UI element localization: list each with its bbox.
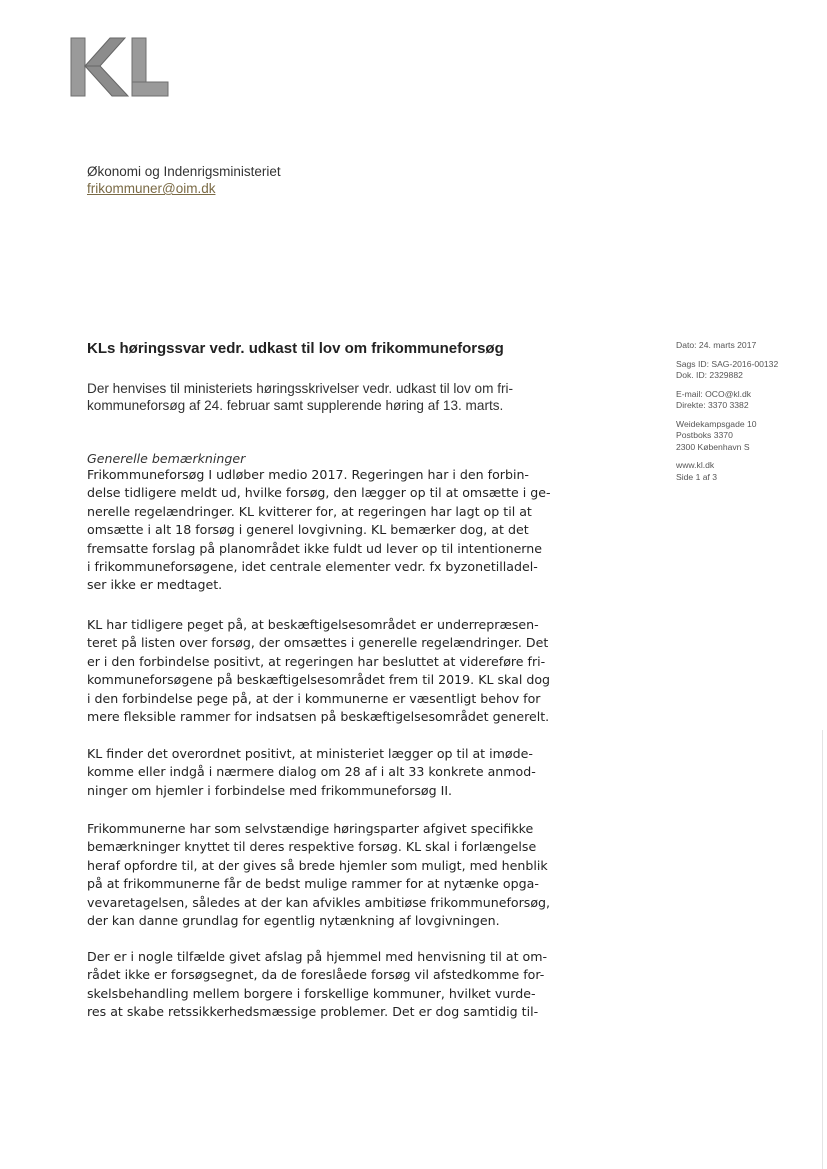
kl-logo-mark bbox=[70, 36, 170, 98]
sidebar-direkte: Direkte: 3370 3382 bbox=[676, 400, 749, 410]
text-line: KL finder det overordnet positivt, at ministeriet lægger op til at imøde- bbox=[87, 746, 533, 761]
intro-paragraph bbox=[87, 380, 557, 414]
sidebar-address-street: Weidekampsgade 10 bbox=[676, 418, 757, 429]
recipient-block bbox=[87, 163, 281, 197]
text-line: KL har tidligere peget på, at beskæftigelsesområdet er underrepræsen- bbox=[87, 617, 539, 632]
text-line: teret på listen over forsøg, der omsættes i generelle regelændringer. Det bbox=[87, 635, 549, 651]
intro-line: kommuneforsøg af 24. februar samt supplerende høring af 13. marts. bbox=[87, 398, 504, 413]
intro-line: Der henvises til ministeriets høringsskrivelser vedr. udkast til lov om fri- bbox=[87, 381, 514, 396]
recipient-email-link[interactable]: frikommuner@oim.dk bbox=[87, 181, 216, 196]
body-paragraph-1 bbox=[87, 466, 557, 595]
sidebar-dok-id: Dok. ID: 2329882 bbox=[676, 370, 743, 380]
sidebar-address-box: Postboks 3370 bbox=[676, 430, 733, 440]
sidebar-address-city: 2300 København S bbox=[676, 441, 750, 452]
sidebar-website[interactable]: www.kl.dk bbox=[676, 460, 715, 470]
recipient-name: Økonomi og Indenrigsministeriet bbox=[87, 164, 281, 179]
text-line: nerelle regelændringer. KL kvitterer for, at regeringen har lagt op til at bbox=[87, 503, 532, 519]
sidebar-email[interactable]: E-mail: OCO@kl.dk bbox=[676, 388, 752, 399]
sidebar-date: Dato: 24. marts 2017 bbox=[676, 340, 757, 350]
section-heading: Generelle bemærkninger bbox=[87, 451, 246, 466]
text-line: mere fleksible rammer for indsatsen på beskæftigelsesområdet generelt. bbox=[87, 709, 550, 725]
text-line: er i den forbindelse positivt, at regeringen har besluttet at videreføre fri- bbox=[87, 653, 546, 669]
text-line: kommuneforsøgene på beskæftigelsesområdet frem til 2019. KL skal dog bbox=[87, 672, 551, 688]
text-line: rådet ikke er forsøgsegnet, da de foreslåede forsøg vil afstedkomme for- bbox=[87, 967, 545, 983]
body-paragraph-5 bbox=[87, 948, 557, 1022]
scan-edge-line bbox=[822, 730, 823, 1169]
text-line: i frikommuneforsøgene, idet centrale elementer vedr. fx byzonetilladel- bbox=[87, 559, 538, 575]
text-line: der kan danne grundlag for egentlig nytænkning af lovgivningen. bbox=[87, 913, 500, 929]
sidebar-metadata bbox=[676, 340, 816, 483]
sidebar-sags-id: Sags ID: SAG-2016-00132 bbox=[676, 358, 779, 369]
text-line: heraf opfordre til, at der gives så brede hjemler som muligt, med henblik bbox=[87, 857, 548, 873]
text-line: Der er i nogle tilfælde givet afslag på hjemmel med henvisning til at om- bbox=[87, 949, 548, 964]
text-line: ninger om hjemler i forbindelse med frikommuneforsøg II. bbox=[87, 782, 453, 798]
body-paragraph-3 bbox=[87, 745, 557, 800]
text-line: skelsbehandling mellem borgere i forskellige kommuner, hvilket vurde- bbox=[87, 985, 536, 1001]
body-paragraph-4 bbox=[87, 820, 557, 930]
text-line: res at skabe retssikkerhedsmæssige problemer. Det er dog samtidig til- bbox=[87, 1004, 539, 1020]
text-line: omsætte i alt 18 forsøg i generel lovgivning. KL bemærker dog, at det bbox=[87, 522, 529, 538]
text-line: Frikommuneforsøg I udløber medio 2017. Regeringen har i den forbin- bbox=[87, 467, 529, 482]
text-line: bemærkninger knyttet til deres respektive forsøg. KL skal i forlængelse bbox=[87, 839, 537, 855]
text-line: vevaretagelsen, således at der kan afvikles ambitiøse frikommuneforsøg, bbox=[87, 894, 551, 910]
text-line: ser ikke er medtaget. bbox=[87, 577, 223, 593]
sidebar-page-number: Side 1 af 3 bbox=[676, 471, 718, 482]
letter-subject: KLs høringssvar vedr. udkast til lov om frikommuneforsøg bbox=[87, 340, 504, 357]
text-line: i den forbindelse pege på, at der i kommunerne er væsentligt behov for bbox=[87, 690, 541, 706]
text-line: på at frikommunerne får de bedst mulige rammer for at nytænke opga- bbox=[87, 876, 539, 892]
text-line: delse tidligere meldt ud, hvilke forsøg, den lægger op til at omsætte i ge- bbox=[87, 485, 551, 501]
text-line: komme eller indgå i nærmere dialog om 28 af i alt 33 konkrete anmod- bbox=[87, 764, 536, 780]
text-line: fremsatte forslag på planområdet ikke fuldt ud lever op til intentionerne bbox=[87, 540, 542, 556]
body-paragraph-2 bbox=[87, 616, 557, 726]
kl-logo bbox=[70, 36, 170, 98]
text-line: Frikommunerne har som selvstændige høringsparter afgivet specifikke bbox=[87, 821, 534, 836]
